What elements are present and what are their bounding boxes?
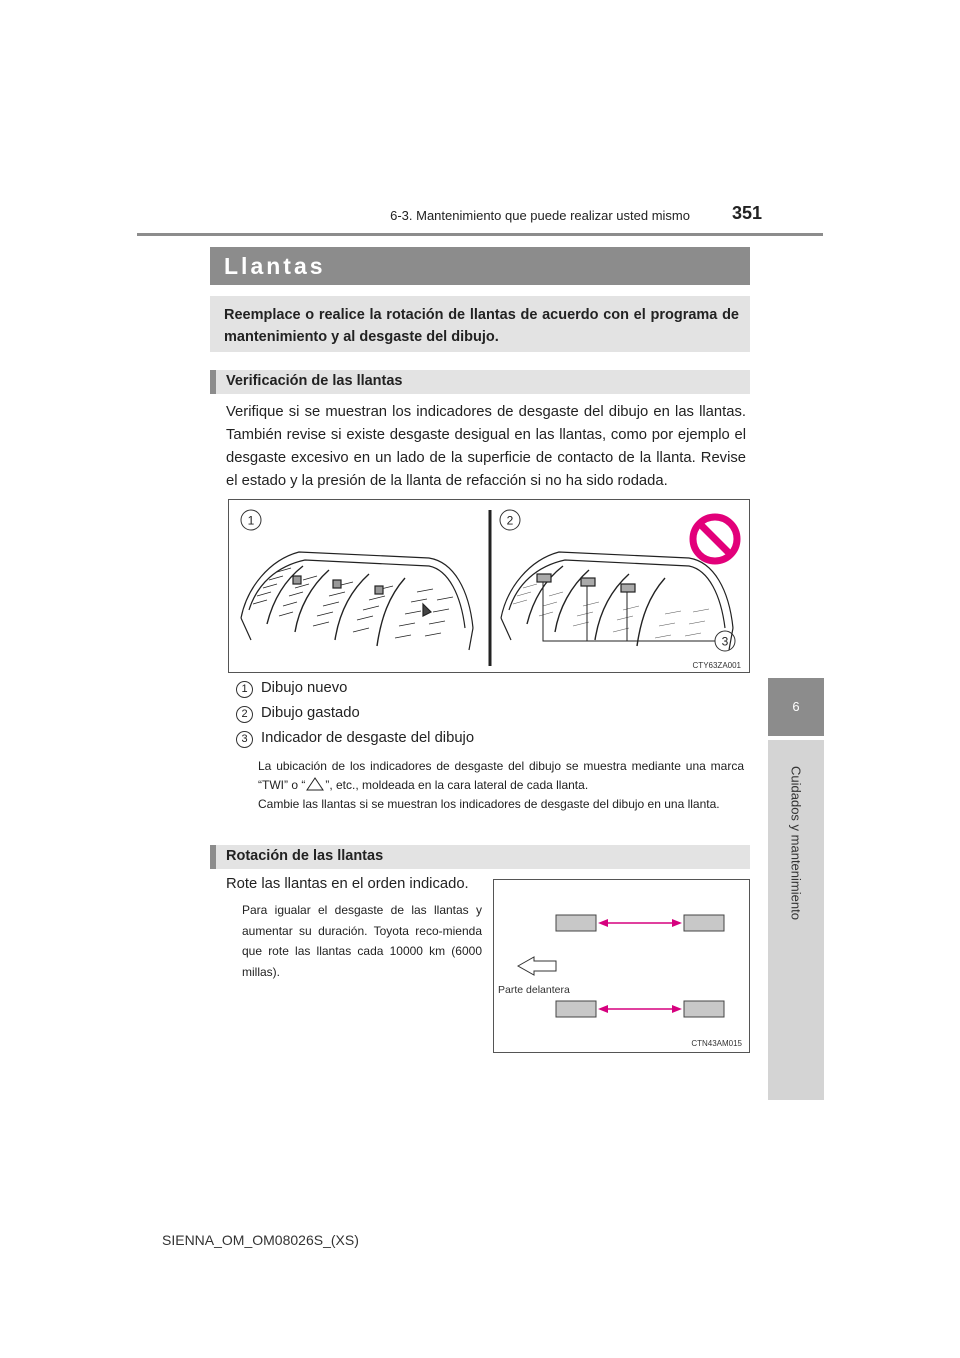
legend-num-2: 2 <box>236 706 253 723</box>
replace-note: Cambie las llantas si se muestran los indicadores de desgaste del dibujo en una llanta. <box>258 797 720 811</box>
legend-num-3: 3 <box>236 731 253 748</box>
worn-tread-tire <box>501 552 733 650</box>
front-label: Parte delantera <box>498 984 570 996</box>
figure-code-2: CTN43AM015 <box>691 1039 742 1048</box>
indicator-note-part2: ”, etc., moldeada en la cara lateral de cada llanta. <box>325 778 589 792</box>
front-tire-left <box>556 915 596 931</box>
swap-arrow-front <box>598 919 682 927</box>
footer-doc-code: SIENNA_OM_OM08026S_(XS) <box>162 1232 359 1248</box>
rotation-diagram <box>494 880 749 1052</box>
rear-tire-left <box>556 1001 596 1017</box>
triangle-icon <box>305 777 325 791</box>
page-title: Llantas <box>224 253 326 279</box>
front-direction-arrow-icon <box>518 957 556 975</box>
section-heading-rotation-label: Rotación de las llantas <box>226 848 384 864</box>
rotation-note: Para igualar el desgaste de las llantas y aumentar su duración. Toyota reco-mienda que rote las llantas cada 10000 km (6000 millas). <box>242 903 482 979</box>
running-header: 6-3. Mantenimiento que puede realizar usted mismo <box>390 208 690 223</box>
callout-1 <box>241 510 261 530</box>
tire-illustration <box>229 500 749 672</box>
swap-arrow-rear <box>598 1005 682 1013</box>
chapter-tab-number: 6 <box>768 678 824 736</box>
rotation-figure <box>493 879 750 1053</box>
rear-tire-right <box>684 1001 724 1017</box>
tire-wear-figure <box>228 499 750 673</box>
new-tread-tire <box>241 552 473 650</box>
section-heading-check-label: Verificación de las llantas <box>226 373 403 389</box>
section-heading-check <box>210 370 750 394</box>
legend-text-2: Dibujo gastado <box>261 705 360 721</box>
chapter-tab-label: Cuidados y mantenimiento <box>788 766 804 920</box>
callout-2 <box>500 510 520 530</box>
legend-text-3: Indicador de desgaste del dibujo <box>261 730 475 746</box>
svg-text:2: 2 <box>506 513 514 528</box>
lead-text: Reemplace o realice la rotación de llantas de acuerdo con el programa de mantenimiento y al desgaste del dibujo. <box>224 307 739 345</box>
lead-box <box>210 296 750 352</box>
indicator-note <box>258 757 744 795</box>
svg-text:3: 3 <box>721 634 729 649</box>
indicator-note-part1: La ubicación de los indicadores de desgaste del dibujo se muestra mediante una marca “TWI” o “ <box>258 759 744 792</box>
chapter-tab <box>768 740 824 1100</box>
svg-text:1: 1 <box>247 513 255 528</box>
section-check-body: Verifique si se muestran los indicadores de desgaste del dibujo en las llantas. También revise si existe desgaste desigual en las llantas, como por ejemplo el desgaste excesivo en un lado de la superficie de contacto de la llanta. Revise el estado y la presión de la llanta de refacción si no ha sido rodada. <box>226 404 746 489</box>
legend-num-1: 1 <box>236 681 253 698</box>
front-tire-right <box>684 915 724 931</box>
page-title-bar <box>210 247 750 285</box>
rotation-body: Rote las llantas en el orden indicado. <box>226 876 469 892</box>
figure-code-1: CTY63ZA001 <box>692 661 741 670</box>
section-heading-rotation <box>210 845 750 869</box>
prohibition-icon <box>693 517 737 561</box>
header-rule <box>137 233 823 236</box>
legend-text-1: Dibujo nuevo <box>261 680 348 696</box>
page-number: 351 <box>732 203 763 223</box>
